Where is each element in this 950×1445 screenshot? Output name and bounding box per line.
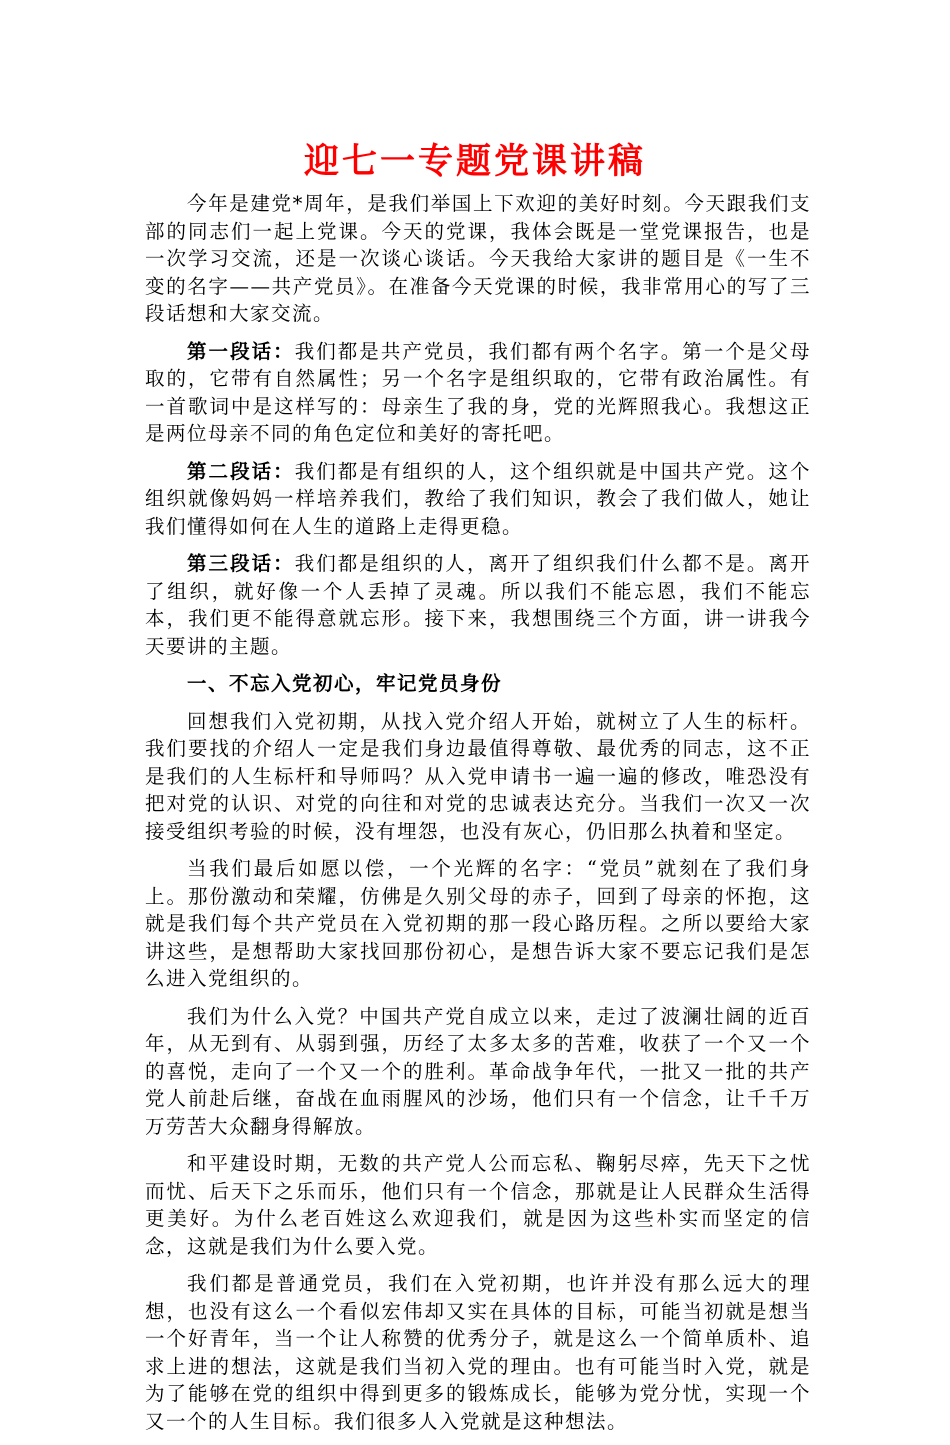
section-paragraph-2 (145, 458, 811, 541)
section-lead-1: 第一段话： (187, 339, 295, 363)
body-paragraph-5: 我们都是普通党员，我们在入党初期，也许并没有那么远大的理想，也没有这么一个看似宏伟却又实在具体的目标，可能当初就是想当一个好青年，当一个让人称赞的优秀分子，就是这么一个简单质朴、追求上进的想法，这就是我们当初入党的理由。也有可能当时入党，就是为了能够在党的组织中得到更多的锻炼成长，能够为党分忧，实现一个又一个的人生目标。我们很多人入党就是这种想法。 (145, 1272, 811, 1433)
section-text-2: 我们都是有组织的人，这个组织就是中国共产党。这个组织就像妈妈一样培养我们，教给了我们知识，教会了我们做人，她让我们懂得如何在人生的道路上走得更稳。 (145, 459, 811, 538)
section-text-1: 我们都是共产党员，我们都有两个名字。第一个是父母取的，它带有自然属性；另一个名字是组织取的，它带有政治属性。有一首歌词中是这样写的：母亲生了我的身，党的光辉照我心。我想这正是两位母亲不同的角色定位和美好的寄托吧。 (145, 339, 811, 445)
document-title: 迎七一专题党课讲稿 (303, 141, 646, 182)
body-paragraph-2: 当我们最后如愿以偿，一个光辉的名字：“党员”就刻在了我们身上。那份激动和荣耀，仿佛是久别父母的赤子，回到了母亲的怀抱，这就是我们每个共产党员在入党初期的那一段心路历程。之所以要给大家讲这些，是想帮助大家找回那份初心，是想告诉大家不要忘记我们是怎么进入党组织的。 (145, 857, 811, 990)
section-paragraph-3 (145, 550, 811, 660)
section-lead-3: 第三段话： (187, 552, 295, 575)
body-paragraph-4: 和平建设时期，无数的共产党人公而忘私、鞠躬尽瘁，先天下之忧而忧、后天下之乐而乐，他们只有一个信念，那就是让人民群众生活得更美好。为什么老百姓这么欢迎我们，就是因为这些朴实而坚定的信念，这就是我们为什么要入党。 (145, 1152, 811, 1258)
section-paragraph-1 (145, 338, 811, 448)
intro-paragraph: 今年是建党*周年，是我们举国上下欢迎的美好时刻。今天跟我们支部的同志们一起上党课。今天的党课，我体会既是一堂党课报告，也是一次学习交流，还是一次谈心谈话。今天我给大家讲的题目是《一生不变的名字——共产党员》。在准备今天党课的时候，我非常用心的写了三段话想和大家交流。 (145, 192, 811, 325)
body-paragraph-1: 回想我们入党初期，从找入党介绍人开始，就树立了人生的标杆。我们要找的介绍人一定是我们身边最值得尊敬、最优秀的同志，这不正是我们的人生标杆和导师吗？从入党申请书一遍一遍的修改，唯恐没有把对党的认识、对党的向往和对党的忠诚表达充分。当我们一次又一次接受组织考验的时候，没有埋怨，也没有灰心，仍旧那么执着和坚定。 (145, 709, 811, 843)
section-text-3: 我们都是组织的人，离开了组织我们什么都不是。离开了组织，就好像一个人丢掉了灵魂。所以我们不能忘恩，我们不能忘本，我们更不能得意就忘形。接下来，我想围绕三个方面，讲一讲我今天要讲的主题。 (145, 552, 811, 658)
document-body (145, 190, 811, 1445)
section-heading-1: 一、不忘入党初心，牢记党员身份 (187, 672, 503, 695)
section-lead-2: 第二段话： (187, 459, 295, 483)
body-paragraph-3: 我们为什么入党？中国共产党自成立以来，走过了波澜壮阔的近百年，从无到有、从弱到强，历经了太多太多的苦难，收获了一个又一个的喜悦，走向了一个又一个的胜利。革命战争年代，一批又一批的共产党人前赴后继，奋战在血雨腥风的沙场，他们只有一个信念，让千千万万劳苦大众翻身得解放。 (145, 1004, 811, 1138)
